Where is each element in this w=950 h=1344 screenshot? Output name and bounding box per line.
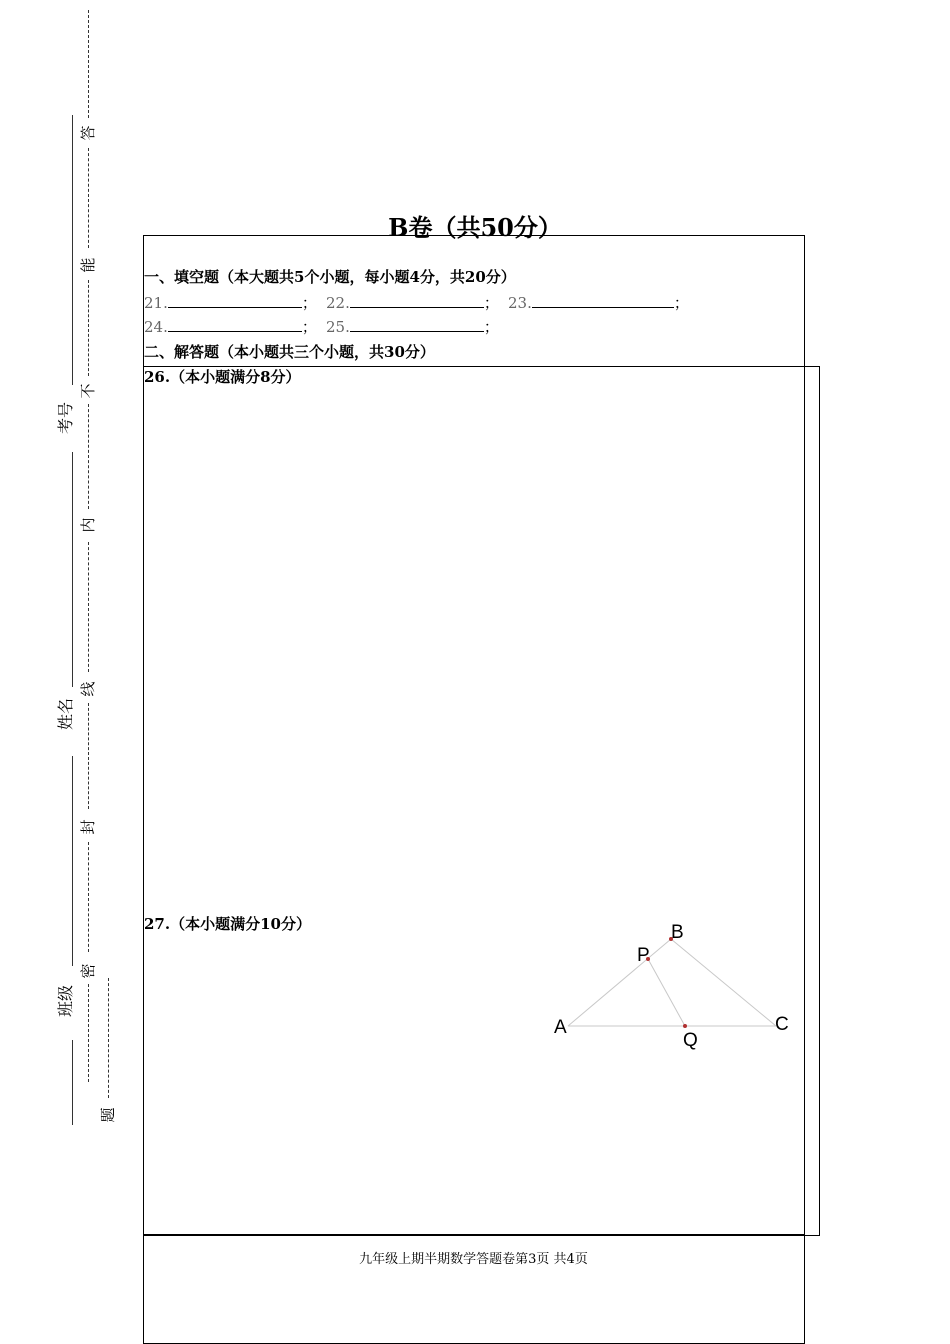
binding-dashed-line [88,703,89,809]
separator: ； [483,294,499,312]
footer-divider [143,1234,804,1235]
exam-no-label: 考号 [56,402,75,435]
question-26-label: 26.（本小题满分8分） [144,368,301,386]
item-number: 25. [326,318,350,336]
segment-bc [671,939,776,1026]
class-writing-line [72,1040,73,1125]
triangle-figure [540,915,810,1055]
name-label: 姓名 [56,698,75,731]
item-number: 22. [326,294,350,312]
binding-dashed-line [88,542,89,672]
binding-dashed-line [108,978,109,1098]
separator: ； [483,318,499,336]
fill-blank-row [144,316,317,337]
binding-dashed-line [88,280,89,376]
binding-char: 不 [79,383,97,399]
item-number: 24. [144,318,168,336]
question-27-label: 27.（本小题满分10分） [144,915,311,933]
separator: ； [673,294,689,312]
section2-heading: 二、解答题（本小题共三个小题，共30分） [144,343,435,361]
fill-blank-row [326,292,499,313]
class-label: 班级 [56,985,75,1018]
question-26-answer-area[interactable] [150,392,800,902]
answer-blank-23[interactable] [532,293,674,308]
point-c-label: C [775,1014,789,1035]
binding-char: 内 [79,517,97,533]
binding-dashed-line [88,10,89,118]
binding-char: 能 [79,257,97,273]
point-a-label: A [554,1017,567,1038]
point-q-dot [683,1024,687,1028]
class-writing-line [72,756,73,966]
fill-blank-row [508,292,689,313]
binding-char: 题 [99,1107,117,1123]
page-title: B卷（共50分） [388,213,562,242]
separator: ； [301,294,317,312]
segment-ab [568,939,671,1026]
exam-no-writing-line [72,115,73,385]
section1-heading: 一、填空题（本大题共5个小题，每小题4分，共20分） [144,268,516,286]
binding-dashed-line [88,404,89,509]
binding-char: 线 [79,681,97,697]
binding-dashed-line [88,984,89,1082]
binding-char: 答 [79,125,97,141]
binding-char: 密 [79,963,97,979]
point-p-label: P [637,945,650,966]
fill-blank-row [326,316,499,337]
answer-blank-25[interactable] [350,317,484,332]
answer-blank-24[interactable] [168,317,302,332]
answer-blank-22[interactable] [350,293,484,308]
point-q-label: Q [683,1030,698,1051]
name-writing-line [72,452,73,687]
binding-dashed-line [88,842,89,952]
item-number: 23. [508,294,532,312]
point-b-label: B [671,922,684,943]
question-27-answer-area[interactable] [150,940,540,1230]
binding-char: 封 [79,819,97,835]
segment-pq [648,959,685,1026]
item-number: 21. [144,294,168,312]
answer-blank-21[interactable] [168,293,302,308]
separator: ； [301,318,317,336]
page-footer: 九年级上期半期数学答题卷第3页 共4页 [359,1252,588,1267]
fill-blank-row [144,292,317,313]
